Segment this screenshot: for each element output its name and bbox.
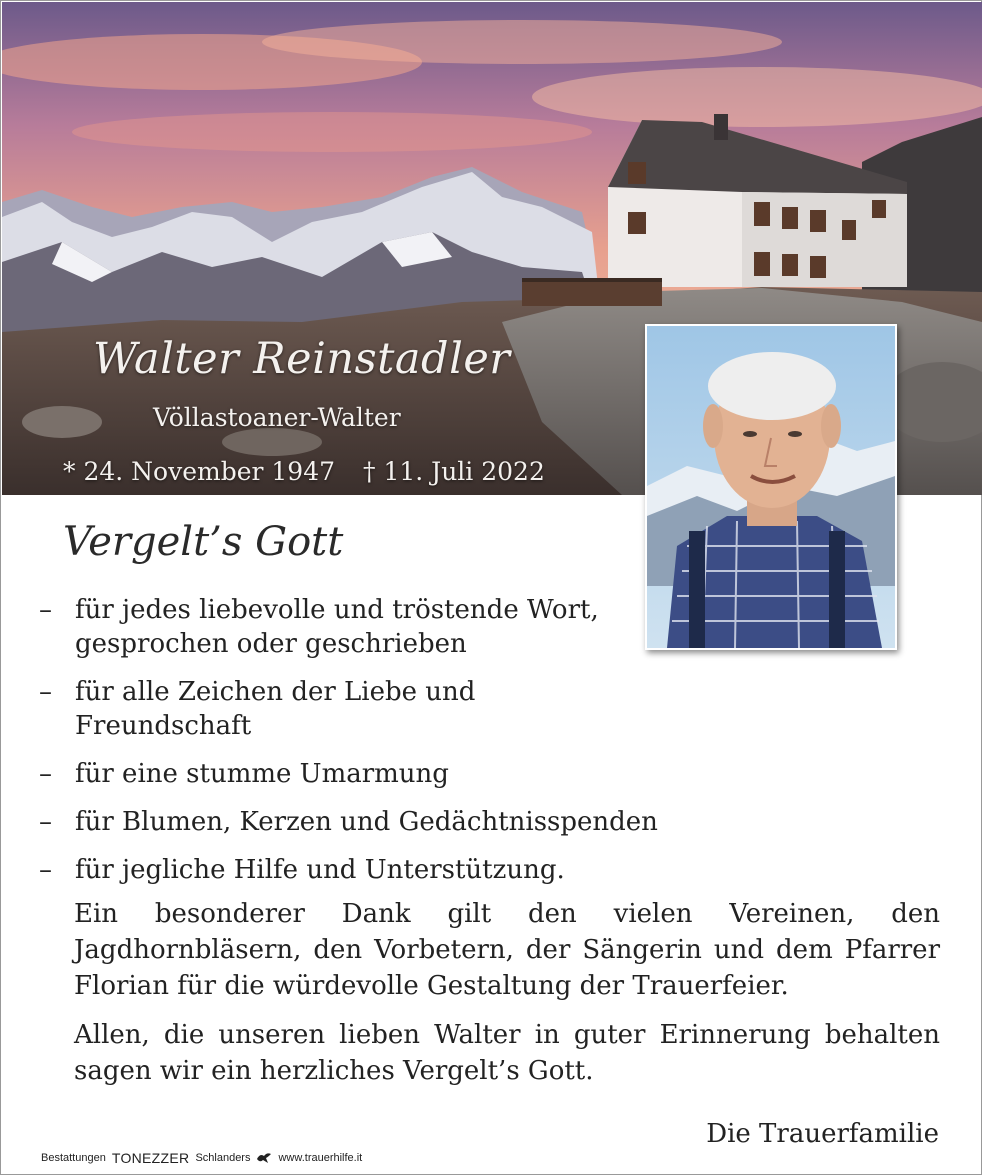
hand-dove-logo-icon <box>256 1151 272 1165</box>
list-item: – für alle Zeichen der Liebe und Freundschaft <box>39 677 476 741</box>
list-item: – für eine stumme Umarmung <box>39 759 449 789</box>
closing-paragraph: Allen, die unseren lieben Walter in guter Erinnerung behalten sagen wir ein herzliches Vergelt’s Gott. <box>74 1020 940 1086</box>
list-item: – für jedes liebevolle und tröstende Wort, gesprochen oder geschrieben <box>39 595 599 659</box>
death-date: † 11. Juli 2022 <box>363 457 545 486</box>
footer <box>41 1150 362 1166</box>
footer-website[interactable]: www.trauerhilfe.it <box>278 1152 363 1164</box>
portrait-photo <box>645 324 897 650</box>
thanks-heading: Vergelt’s Gott <box>63 519 344 565</box>
footer-brand: TONEZZER <box>111 1150 190 1166</box>
list-item: – für Blumen, Kerzen und Gedächtnisspenden <box>39 807 658 837</box>
deceased-nickname: Völlastoaner-Walter <box>153 403 401 432</box>
thanks-list <box>39 593 659 901</box>
footer-suffix: Schlanders <box>195 1152 251 1164</box>
list-item: – für jegliche Hilfe und Unterstützung. <box>39 855 565 885</box>
life-dates <box>63 457 545 486</box>
birth-date: * 24. November 1947 <box>63 457 336 486</box>
deceased-name: Walter Reinstadler <box>93 334 511 384</box>
footer-prefix: Bestattungen <box>41 1152 106 1164</box>
signoff: Die Trauerfamilie <box>706 1119 939 1149</box>
special-thanks-paragraph: Ein besonderer Dank gilt den vielen Vereinen, den Jagdhornbläsern, den Vorbetern, der Sängerin und dem Pfarrer Florian für die würdevolle Gestaltung der Trauerfeier. <box>74 899 940 1001</box>
